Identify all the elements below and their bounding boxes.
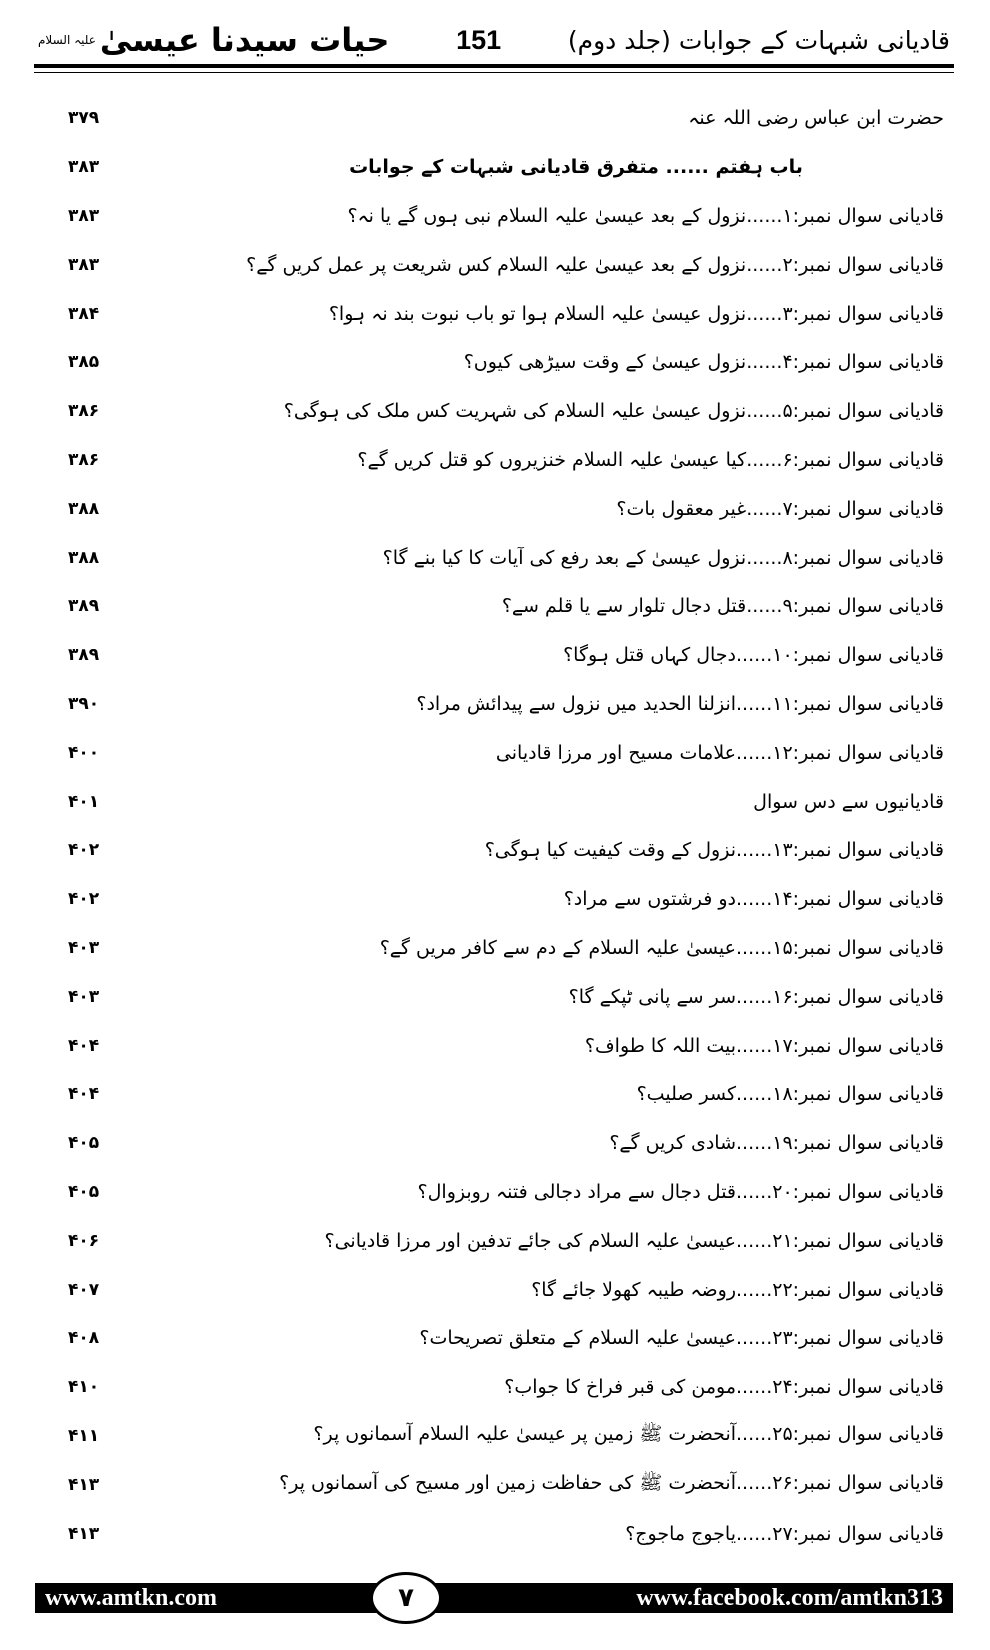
book-title-text: حیات سیدنا عیسیٰ — [99, 21, 390, 59]
toc-row — [48, 1216, 944, 1265]
toc-row — [48, 436, 944, 485]
toc-entry-text: قادیانی سوال نمبر:۱۲......علامات مسیح اور مرزا قادیانی — [495, 741, 944, 764]
toc-row — [48, 484, 944, 533]
toc-entry-text: حضرت ابن عباس رضی اللہ عنہ — [688, 107, 944, 130]
toc-entry-text: قادیانی سوال نمبر:۸......نزول عیسیٰ کے بعد رفع کی آیات کا کیا بنے گا؟ — [382, 546, 944, 569]
toc-page-number: ۴۱۱ — [68, 1425, 100, 1446]
toc-entry-text: قادیانی سوال نمبر:۶......کیا عیسیٰ علیہ السلام خنزیروں کو قتل کریں گے؟ — [357, 448, 944, 471]
toc-row — [48, 1412, 944, 1461]
toc-page-number: ۳۷۹ — [68, 108, 100, 129]
page-number: 151 — [456, 24, 502, 55]
toc-page-number: ۴۱۳ — [68, 1523, 100, 1544]
toc-entry-text: قادیانی سوال نمبر:۱۳......نزول کے وقت کیفیت کیا ہوگی؟ — [484, 839, 944, 862]
toc-row — [48, 94, 944, 143]
toc-entry-text: قادیانی سوال نمبر:۲۱......عیسیٰ علیہ السلام کی جائے تدفین اور مرزا قادیانی؟ — [324, 1229, 944, 1252]
toc-page-number: ۴۰۵ — [68, 1181, 100, 1202]
toc-entry-text: قادیانی سوال نمبر:۱۷......بیت اللہ کا طواف؟ — [584, 1034, 944, 1057]
footer-badge: ۷ — [370, 1572, 442, 1624]
toc-entry-text: قادیانی سوال نمبر:۱۶......سر سے پانی ٹپکے گا؟ — [568, 985, 944, 1008]
toc-row — [48, 972, 944, 1021]
toc-row — [48, 1314, 944, 1363]
toc-entry-text: باب ہفتم ...... متفرق قادیانی شبہات کے جوابات — [349, 156, 803, 179]
toc-entry-text: قادیانی سوال نمبر:۷......غیر معقول بات؟ — [616, 497, 944, 520]
toc-entry-text: قادیانی سوال نمبر:۳......نزول عیسیٰ علیہ السلام ہوا تو باب نبوت بند نہ ہوا؟ — [328, 302, 944, 325]
header-rule-thick — [34, 64, 954, 68]
toc-entry-text: قادیانی سوال نمبر:۱۹......شادی کریں گے؟ — [609, 1132, 944, 1155]
toc-page-number: ۳۸۶ — [68, 449, 100, 470]
toc-row — [48, 582, 944, 631]
honorific: علیہ السلام — [38, 33, 96, 47]
toc-entry-text: قادیانی سوال نمبر:۲۵......آنحضرت ﷺ زمین پر عیسیٰ علیہ السلام آسمانوں پر؟ — [313, 1422, 944, 1445]
toc-page-number: ۳۸۳ — [68, 205, 100, 226]
toc-entry-text: قادیانی سوال نمبر:۲۴......مومن کی قبر فراخ کا جواب؟ — [504, 1376, 944, 1399]
toc-page-number: ۴۰۳ — [68, 937, 100, 958]
toc-entry-text: قادیانی سوال نمبر:۱۵......عیسیٰ علیہ السلام کے دم سے کافر مریں گے؟ — [379, 936, 944, 959]
toc-page-number: ۳۸۶ — [68, 401, 100, 422]
toc-page-number: ۴۰۶ — [68, 1230, 100, 1251]
page-footer — [35, 1583, 953, 1613]
toc-row — [48, 1509, 944, 1558]
toc-page-number: ۴۰۱ — [68, 791, 100, 812]
toc-page-number: ۴۰۰ — [68, 742, 100, 763]
toc-page-number: ۳۸۵ — [68, 352, 100, 373]
website-link[interactable]: www.amtkn.com — [45, 1584, 217, 1611]
section-title: قادیانی شبہات کے جوابات (جلد دوم) — [567, 25, 950, 55]
toc-row — [48, 1070, 944, 1119]
toc-entry-text: قادیانی سوال نمبر:۲۰......قتل دجال سے مراد دجالی فتنہ روبزوال؟ — [417, 1180, 944, 1203]
toc-page-number: ۴۰۸ — [68, 1328, 100, 1349]
toc-entry-text: قادیانی سوال نمبر:۹......قتل دجال تلوار سے یا قلم سے؟ — [501, 595, 944, 618]
toc-row — [48, 338, 944, 387]
table-of-contents — [48, 94, 944, 1558]
toc-page-number: ۴۰۴ — [68, 1084, 100, 1105]
toc-row — [48, 1021, 944, 1070]
toc-row — [48, 1363, 944, 1412]
toc-page-number: ۴۰۷ — [68, 1279, 100, 1300]
toc-page-number: ۳۸۸ — [68, 547, 100, 568]
page-header — [38, 18, 950, 62]
toc-row — [48, 143, 944, 192]
toc-entry-text: قادیانی سوال نمبر:۱۰......دجال کہاں قتل ہوگا؟ — [563, 644, 944, 667]
toc-entry-text: قادیانی سوال نمبر:۲۲......روضہ طیبہ کھولا جائے گا؟ — [531, 1278, 944, 1301]
toc-row — [48, 1460, 944, 1509]
toc-page-number: ۳۸۸ — [68, 498, 100, 519]
toc-row — [48, 240, 944, 289]
toc-row — [48, 728, 944, 777]
facebook-link[interactable]: www.facebook.com/amtkn313 — [636, 1584, 943, 1611]
toc-row — [48, 192, 944, 241]
toc-row — [48, 1119, 944, 1168]
toc-page-number: ۳۸۴ — [68, 303, 100, 324]
toc-entry-text: قادیانی سوال نمبر:۱۴......دو فرشتوں سے مراد؟ — [563, 888, 944, 911]
toc-row — [48, 875, 944, 924]
toc-page-number: ۴۰۴ — [68, 1035, 100, 1056]
toc-row — [48, 777, 944, 826]
toc-page-number: ۴۱۳ — [68, 1474, 100, 1495]
toc-page-number: ۴۰۲ — [68, 840, 100, 861]
toc-entry-text: قادیانی سوال نمبر:۲۳......عیسیٰ علیہ السلام کے متعلق تصریحات؟ — [419, 1327, 944, 1350]
toc-entry-text: قادیانی سوال نمبر:۱......نزول کے بعد عیسیٰ علیہ السلام نبی ہوں گے یا نہ؟ — [347, 204, 944, 227]
toc-entry-text: قادیانیوں سے دس سوال — [753, 790, 944, 813]
toc-page-number: ۴۰۲ — [68, 889, 100, 910]
toc-row — [48, 289, 944, 338]
toc-entry-text: قادیانی سوال نمبر:۱۸......کسر صلیب؟ — [636, 1083, 944, 1106]
toc-row — [48, 1265, 944, 1314]
toc-page-number: ۴۰۳ — [68, 986, 100, 1007]
toc-page-number: ۳۹۰ — [68, 693, 100, 714]
toc-row — [48, 631, 944, 680]
header-rule-thin — [34, 72, 954, 73]
toc-entry-text: قادیانی سوال نمبر:۱۱......انزلنا الحدید میں نزول سے پیدائش مراد؟ — [416, 692, 944, 715]
toc-page-number: ۳۸۳ — [68, 254, 100, 275]
toc-row — [48, 1168, 944, 1217]
toc-page-number: ۳۸۳ — [68, 157, 100, 178]
toc-row — [48, 924, 944, 973]
toc-page-number: ۴۱۰ — [68, 1377, 100, 1398]
toc-row — [48, 680, 944, 729]
toc-page-number: ۴۰۵ — [68, 1133, 100, 1154]
toc-row — [48, 533, 944, 582]
toc-entry-text: قادیانی سوال نمبر:۲......نزول کے بعد عیسیٰ علیہ السلام کس شریعت پر عمل کریں گے؟ — [246, 253, 944, 276]
book-title — [38, 21, 389, 59]
toc-entry-text: قادیانی سوال نمبر:۲۶......آنحضرت ﷺ کی حفاظت زمین اور مسیح کی آسمانوں پر؟ — [279, 1471, 944, 1494]
toc-entry-text: قادیانی سوال نمبر:۵......نزول عیسیٰ علیہ السلام کی شہریت کس ملک کی ہوگی؟ — [283, 400, 944, 423]
toc-row — [48, 826, 944, 875]
toc-page-number: ۳۸۹ — [68, 596, 100, 617]
toc-entry-text: قادیانی سوال نمبر:۲۷......یاجوج ماجوج؟ — [625, 1522, 944, 1545]
toc-page-number: ۳۸۹ — [68, 645, 100, 666]
toc-entry-text: قادیانی سوال نمبر:۴......نزول عیسیٰ کے وقت سیڑھی کیوں؟ — [463, 351, 944, 374]
toc-row — [48, 387, 944, 436]
